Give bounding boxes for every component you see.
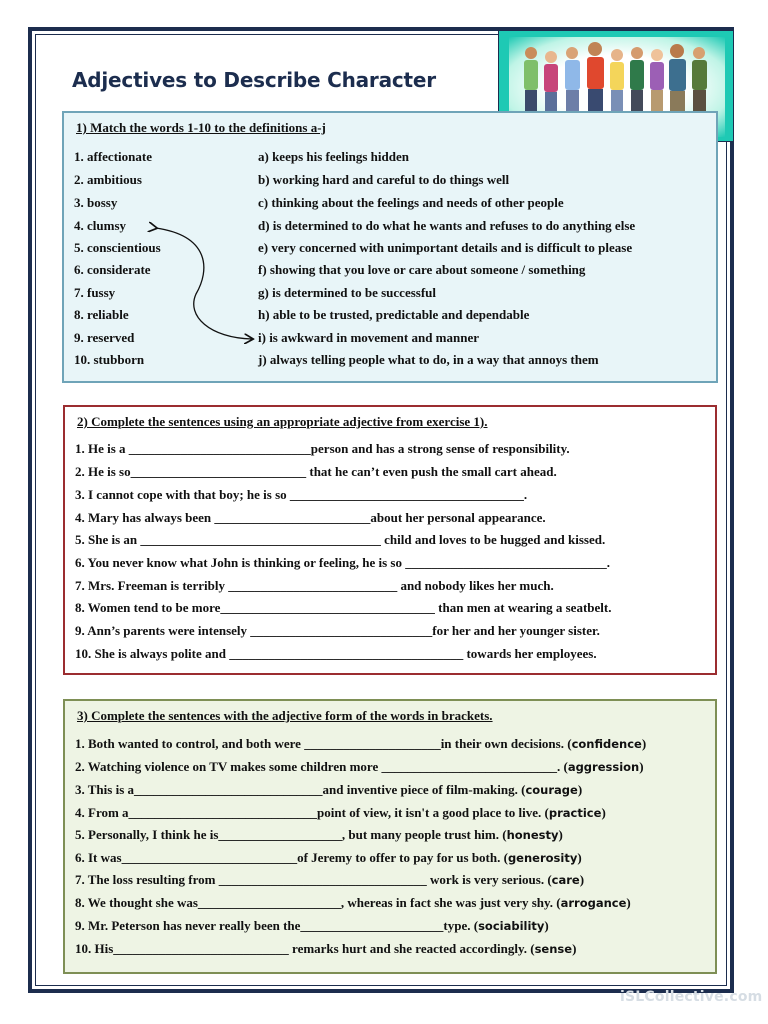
word-item: 7. fussy	[74, 285, 116, 300]
bracket-word: generosity	[507, 851, 578, 865]
sentence-item: 8. Women tend to be more_________________________________ than men at wearing a seatbelt.	[75, 600, 612, 615]
sentence-item: 5. She is an _____________________________________ child and loves to be hugged and kissed.	[75, 532, 606, 547]
word-item: 8. reliable	[74, 307, 129, 322]
bracket-word: courage	[525, 783, 578, 797]
word-item: 1. affectionate	[74, 149, 152, 164]
sentence-item: 4. From a_____________________________point of view, it isn't a good place to live. (practice)	[75, 805, 606, 820]
sentence-item: 3. I cannot cope with that boy; he is so ____________________________________.	[75, 487, 528, 502]
definition-item: b) working hard and careful to do things well	[258, 172, 510, 187]
bracket-word: care	[551, 873, 580, 887]
definition-item: a) keeps his feelings hidden	[258, 149, 409, 164]
example-match-arrow	[60, 110, 260, 360]
exercise-2-heading: 2) Complete the sentences using an appropriate adjective from exercise 1).	[77, 414, 488, 429]
word-item: 10. stubborn	[74, 352, 145, 367]
definition-item: d) is determined to do what he wants and refuses to do anything else	[258, 218, 636, 233]
sentence-item: 9. Ann’s parents were intensely ____________________________for her and her younger sister.	[75, 623, 600, 638]
word-item: 9. reserved	[74, 330, 135, 345]
bracket-word: practice	[548, 806, 602, 820]
exercise-2-box	[63, 405, 717, 675]
sentence-item: 10. She is always polite and ____________________________________ towards her employees.	[75, 646, 597, 661]
exercise-3-box	[63, 699, 717, 974]
sentence-item: 6. You never know what John is thinking or feeling, he is so _______________________________.	[75, 555, 610, 570]
sentence-item: 6. It was___________________________of Jeremy to offer to pay for us both. (generosity)	[75, 850, 582, 865]
definition-item: g) is determined to be successful	[258, 285, 437, 300]
sentence-item: 7. Mrs. Freeman is terribly __________________________ and nobody likes her much.	[75, 578, 554, 593]
bracket-word: sense	[534, 942, 573, 956]
site-watermark: iSLCollective.com	[620, 989, 763, 1005]
definition-item: j) always telling people what to do, in a way that annoys them	[258, 352, 599, 367]
sentence-item: 8. We thought she was______________________, whereas in fact she was just very shy. (arrogance)	[75, 895, 631, 910]
sentence-item: 1. Both wanted to control, and both were _____________________in their own decisions. (confidence)	[75, 736, 647, 751]
bracket-word: confidence	[571, 737, 642, 751]
exercise-3-heading: 3) Complete the sentences with the adjective form of the words in brackets.	[77, 708, 493, 723]
sentence-item: 2. He is so___________________________ that he can’t even push the small cart ahead.	[75, 464, 557, 479]
sentence-item: 2. Watching violence on TV makes some children more ___________________________. (aggression)	[75, 759, 644, 774]
word-item: 3. bossy	[74, 195, 118, 210]
bracket-word: arrogance	[560, 896, 627, 910]
bracket-word: sociability	[478, 919, 545, 933]
bracket-word: aggression	[567, 760, 640, 774]
sentence-item: 1. He is a ____________________________person and has a strong sense of responsibility.	[75, 441, 570, 456]
worksheet-title: Adjectives to Describe Character	[72, 68, 436, 92]
bracket-word: honesty	[506, 828, 559, 842]
definition-item: f) showing that you love or care about someone / something	[258, 262, 586, 277]
word-item: 4. clumsy	[74, 218, 126, 233]
definition-item: e) very concerned with unimportant details and is difficult to please	[258, 240, 633, 255]
word-item: 6. considerate	[74, 262, 151, 277]
word-item: 5. conscientious	[74, 240, 161, 255]
sentence-item: 3. This is a_____________________________and inventive piece of film-making. (courage)	[75, 782, 583, 797]
sentence-item: 9. Mr. Peterson has never really been the______________________type. (sociability)	[75, 918, 549, 933]
exercise-1-heading: 1) Match the words 1-10 to the definitions a-j	[76, 120, 326, 135]
sentence-item: 7. The loss resulting from ________________________________ work is very serious. (care)	[75, 872, 585, 887]
sentence-item: 10. His___________________________ remarks hurt and she reacted accordingly. (sense)	[75, 941, 577, 956]
definition-item: i) is awkward in movement and manner	[258, 330, 480, 345]
word-item: 2. ambitious	[74, 172, 142, 187]
sentence-item: 5. Personally, I think he is___________________, but many people trust him. (honesty)	[75, 827, 563, 842]
definition-item: c) thinking about the feelings and needs of other people	[258, 195, 564, 210]
definition-item: h) able to be trusted, predictable and dependable	[258, 307, 530, 322]
sentence-item: 4. Mary has always been ________________________about her personal appearance.	[75, 510, 546, 525]
